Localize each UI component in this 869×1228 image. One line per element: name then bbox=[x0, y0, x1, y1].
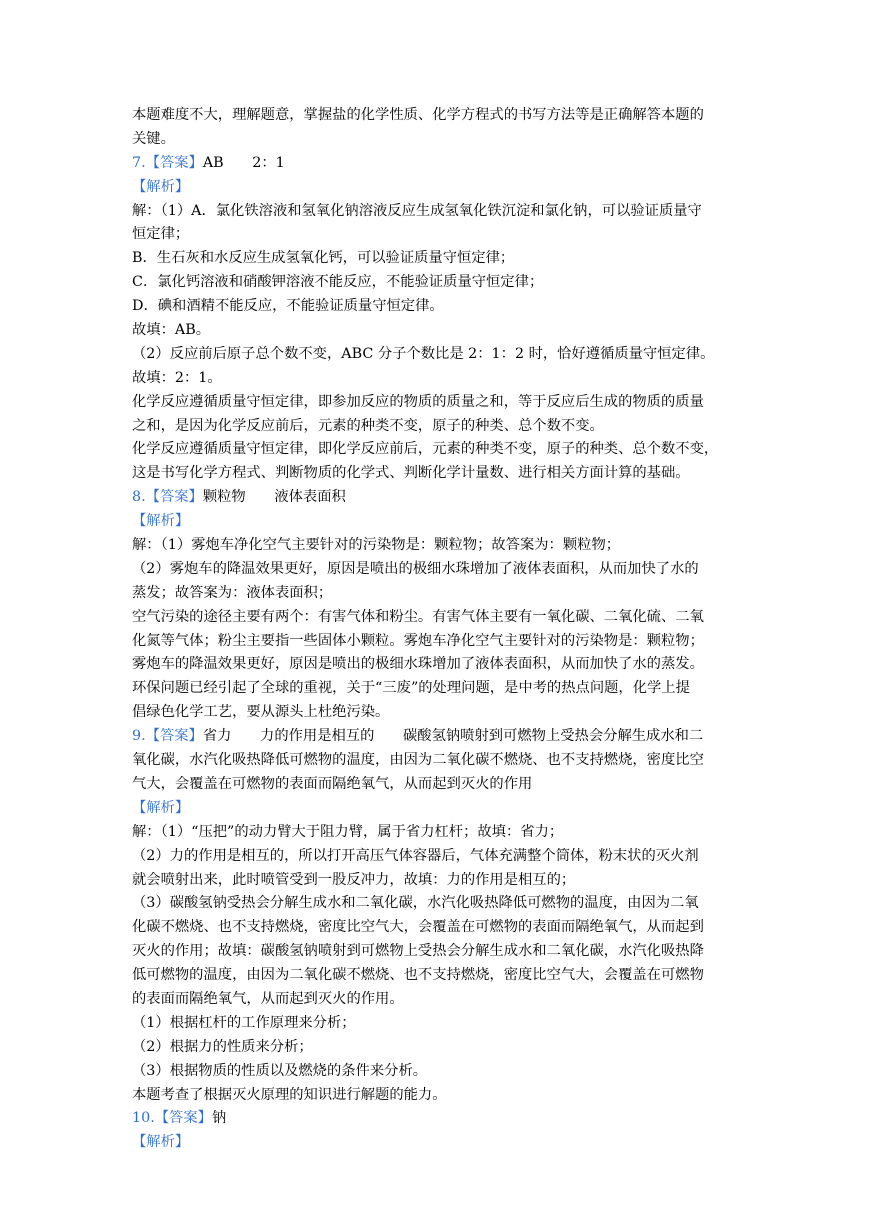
line-text: 解：（1）“压把”的动力臂大于阻力臂，属于省力杠杆；故填：省力； bbox=[132, 823, 564, 840]
text-line bbox=[132, 200, 738, 224]
text-line bbox=[132, 128, 738, 152]
line-text: 环保问题已经引起了全球的重视，关于“三废”的处理问题，是中考的热点问题，化学上提 bbox=[132, 680, 690, 697]
text-line bbox=[132, 821, 738, 845]
text-line bbox=[132, 343, 738, 367]
text-line bbox=[132, 247, 738, 271]
line-text: 解：（1）A．氯化铁溶液和氢氧化钠溶液反应生成氢氧化铁沉淀和氯化钠，可以验证质量守 bbox=[132, 202, 702, 219]
text-line bbox=[132, 391, 738, 415]
text-line bbox=[132, 940, 738, 964]
line-text: 钠 bbox=[211, 1110, 227, 1127]
line-text: 气大，会覆盖在可燃物的表面而隔绝氧气，从而起到灭火的作用 bbox=[132, 775, 533, 792]
line-text: B．生石灰和水反应生成氢氧化钙，可以验证质量守恒定律； bbox=[132, 250, 515, 267]
text-line bbox=[132, 606, 738, 630]
line-text: AB 2：1 bbox=[202, 154, 285, 171]
text-line bbox=[132, 438, 738, 462]
analysis-tag: 【解析】 bbox=[132, 1134, 190, 1151]
analysis-heading bbox=[132, 797, 738, 821]
answer-line bbox=[132, 152, 738, 176]
line-text: 关键。 bbox=[132, 130, 175, 147]
text-line bbox=[132, 892, 738, 916]
analysis-heading bbox=[132, 176, 738, 200]
text-line bbox=[132, 677, 738, 701]
line-text: （3）根据物质的性质以及燃烧的条件来分析。 bbox=[132, 1062, 428, 1079]
line-text: 雾炮车的降温效果更好，原因是喷出的极细水珠增加了液体表面积，从而加快了水的蒸发。 bbox=[132, 656, 704, 673]
answer-line bbox=[132, 725, 738, 749]
text-line bbox=[132, 773, 738, 797]
line-text: 蒸发；故答案为：液体表面积； bbox=[132, 584, 333, 601]
line-text: （1）根据杠杆的工作原理来分析； bbox=[132, 1014, 356, 1031]
text-line bbox=[132, 295, 738, 319]
analysis-heading bbox=[132, 510, 738, 534]
analysis-tag: 【解析】 bbox=[132, 799, 190, 816]
text-line bbox=[132, 845, 738, 869]
line-text: 本题难度不大，理解题意，掌握盐的化学性质、化学方程式的书写方法等是正确解答本题的 bbox=[132, 107, 704, 123]
line-text: 化氮等气体；粉尘主要指一些固体小颗粒。雾炮车净化空气主要针对的污染物是：颗粒物； bbox=[132, 632, 704, 649]
text-line bbox=[132, 415, 738, 439]
text-line bbox=[132, 869, 738, 893]
text-line bbox=[132, 582, 738, 606]
line-text: 氧化碳，水汽化吸热降低可燃物的温度，由因为二氧化碳不燃烧、也不支持燃烧，密度比空 bbox=[132, 752, 704, 769]
line-text: 就会喷射出来，此时喷管受到一股反冲力，故填：力的作用是相互的； bbox=[132, 871, 576, 888]
answer-line bbox=[132, 486, 738, 510]
text-line bbox=[132, 319, 738, 343]
line-text: 灭火的作用；故填：碳酸氢钠喷射到可燃物上受热会分解生成水和二氧化碳，水汽化吸热降 bbox=[132, 943, 704, 960]
line-text: 之和，是因为化学反应前后，元素的种类不变，原子的种类、总个数不变。 bbox=[132, 417, 604, 434]
text-line bbox=[132, 534, 738, 558]
text-line bbox=[132, 271, 738, 295]
line-text: 恒定律； bbox=[132, 226, 190, 243]
line-text: 倡绿色化学工艺，要从源头上杜绝污染。 bbox=[132, 704, 390, 721]
line-text: 这是书写化学方程式、判断物质的化学式、判断化学计量数、进行相关方面计算的基础。 bbox=[132, 465, 690, 482]
line-text: （2）力的作用是相互的，所以打开高压气体容器后，气体充满整个筒体，粉末状的灭火剂 bbox=[132, 847, 699, 864]
text-line bbox=[132, 988, 738, 1012]
line-text: 省力 力的作用是相互的 碳酸氢钠喷射到可燃物上受热会分解生成水和二 bbox=[202, 728, 704, 745]
line-text: （2）反应前后原子总个数不变，ABC 分子个数比是 2：1：2 时，恰好遵循质量守恒定律。 bbox=[132, 345, 715, 362]
answer-tag: 【答案】 bbox=[145, 154, 203, 171]
answer-line bbox=[132, 1107, 738, 1131]
text-line bbox=[132, 964, 738, 988]
question-number: 10. bbox=[132, 1110, 155, 1127]
line-text: 化学反应遵循质量守恒定律，即参加反应的物质的质量之和，等于反应后生成的物质的质量 bbox=[132, 393, 704, 410]
question-number: 8. bbox=[132, 489, 146, 506]
analysis-heading bbox=[132, 1131, 738, 1155]
question-number: 9. bbox=[132, 728, 146, 745]
line-text: 化学反应遵循质量守恒定律，即化学反应前后，元素的种类不变，原子的种类、总个数不变， bbox=[132, 441, 719, 458]
line-text: 本题考查了根据灭火原理的知识进行解题的能力。 bbox=[132, 1086, 447, 1103]
text-line bbox=[132, 104, 738, 128]
answer-tag: 【答案】 bbox=[145, 489, 203, 506]
question-number: 7. bbox=[132, 154, 146, 171]
line-text: 解：（1）雾炮车净化空气主要针对的污染物是：颗粒物；故答案为：颗粒物； bbox=[132, 537, 621, 554]
document-page bbox=[132, 104, 738, 1155]
line-text: （3）碳酸氢钠受热会分解生成水和二氧化碳，水汽化吸热降低可燃物的温度，由因为二氧 bbox=[132, 895, 699, 912]
text-line bbox=[132, 916, 738, 940]
answer-tag: 【答案】 bbox=[154, 1110, 212, 1127]
text-line bbox=[132, 653, 738, 677]
line-text: C．氯化钙溶液和硝酸钾溶液不能反应，不能验证质量守恒定律； bbox=[132, 274, 544, 291]
line-text: 故填：AB。 bbox=[132, 322, 211, 339]
line-text: D．碘和酒精不能反应，不能验证质量守恒定律。 bbox=[132, 298, 444, 315]
line-text: 故填：2：1。 bbox=[132, 369, 222, 386]
answer-tag: 【答案】 bbox=[145, 728, 203, 745]
line-text: 颗粒物 液体表面积 bbox=[202, 489, 346, 506]
text-line bbox=[132, 749, 738, 773]
text-line bbox=[132, 1012, 738, 1036]
text-line bbox=[132, 1036, 738, 1060]
line-text: 化碳不燃烧、也不支持燃烧，密度比空气大，会覆盖在可燃物的表面而隔绝氧气，从而起到 bbox=[132, 919, 704, 936]
text-line bbox=[132, 462, 738, 486]
line-text: 的表面而隔绝氧气，从而起到灭火的作用。 bbox=[132, 990, 404, 1007]
text-line bbox=[132, 1060, 738, 1084]
line-text: （2）雾炮车的降温效果更好，原因是喷出的极细水珠增加了液体表面积，从而加快了水的 bbox=[132, 560, 699, 577]
analysis-tag: 【解析】 bbox=[132, 178, 190, 195]
line-text: 空气污染的途径主要有两个：有害气体和粉尘。有害气体主要有一氧化碳、二氧化硫、二氧 bbox=[132, 608, 704, 625]
line-text: 低可燃物的温度，由因为二氧化碳不燃烧、也不支持燃烧，密度比空气大，会覆盖在可燃物 bbox=[132, 967, 704, 984]
text-line bbox=[132, 367, 738, 391]
line-text: （2）根据力的性质来分析； bbox=[132, 1038, 313, 1055]
text-line bbox=[132, 630, 738, 654]
analysis-tag: 【解析】 bbox=[132, 513, 190, 530]
text-line bbox=[132, 701, 738, 725]
text-line bbox=[132, 558, 738, 582]
text-line bbox=[132, 223, 738, 247]
text-line bbox=[132, 1084, 738, 1108]
